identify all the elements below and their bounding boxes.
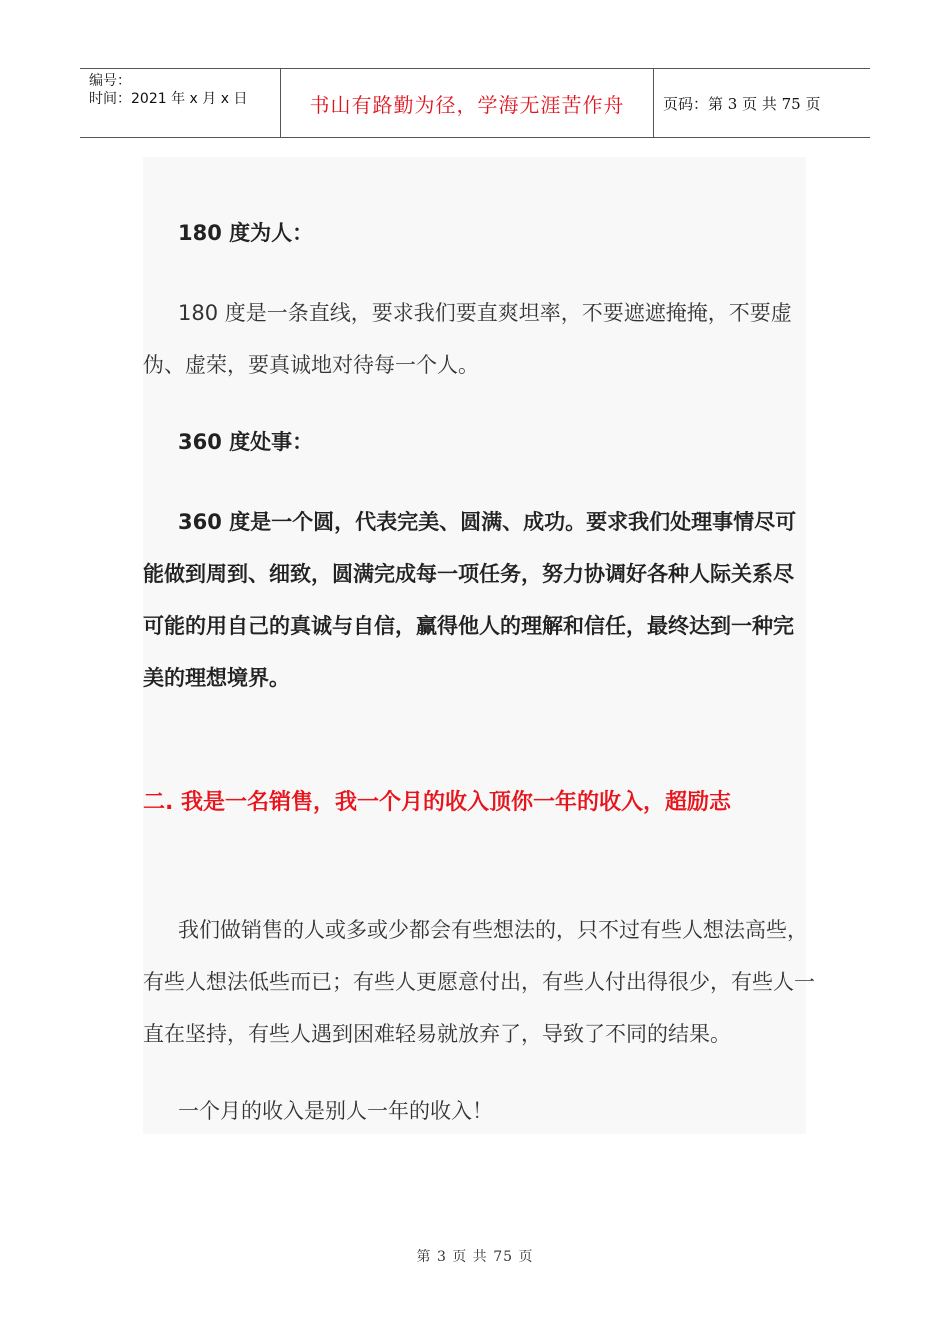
paragraph-360: 360 度是一个圆，代表完美、圆满、成功。要求我们处理事情尽可能做到周到、细致，圆满完成每一项任务，努力协调好各种人际关系尽可能的用自己的真诚与自信，赢得他人的理解和信任，最终达到一种完美的理想境界。 [143, 510, 797, 690]
header-number: 编号： [89, 73, 131, 89]
header-meta [80, 69, 281, 137]
header-motto: 书山有路勤为径，学海无涯苦作舟 [281, 69, 654, 137]
page-header [80, 68, 870, 138]
section-title: 二. 我是一名销售，我一个月的收入顶你一年的收入，超励志 [143, 790, 732, 815]
paragraph-sales: 我们做销售的人或多或少都会有些想法的，只不过有些人想法高些，有些人想法低些而已；有些人更愿意付出，有些人付出得很少，有些人一直在坚持，有些人遇到困难轻易就放弃了，导致了不同的结果。 [143, 918, 815, 1046]
heading-360: 360 度处事： [178, 430, 314, 454]
paragraph-180: 180 度是一条直线，要求我们要直爽坦率，不要遮遮掩掩，不要虚伪、虚荣，要真诚地对待每一个人。 [143, 301, 792, 377]
paragraph-income: 一个月的收入是别人一年的收入！ [178, 1099, 493, 1123]
heading-180: 180 度为人： [178, 221, 314, 245]
header-time: 时间：2021 年 x 月 x 日 [89, 91, 248, 107]
page-footer: 第 3 页 共 75 页 [416, 1249, 534, 1265]
header-page-info: 页码：第 3 页 共 75 页 [663, 94, 821, 113]
